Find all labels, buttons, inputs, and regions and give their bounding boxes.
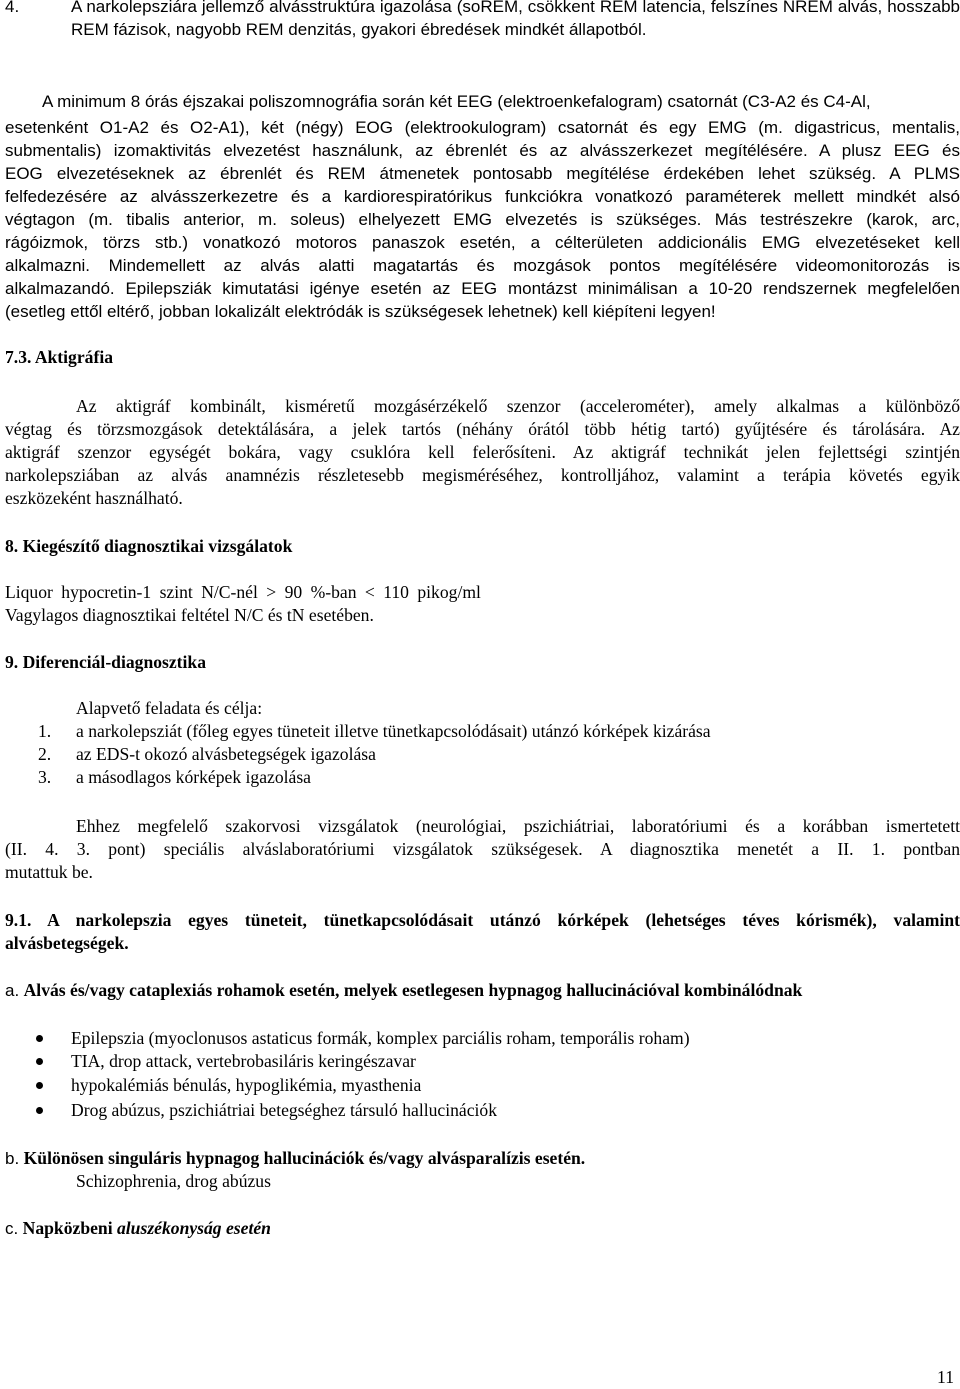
list-marker: 2.	[38, 744, 52, 764]
diff-paragraph-line: mutattuk be.	[5, 862, 93, 882]
hypocretin-line: Liquor hypocretin-1 szint N/C-nél > 90 %-ban < 110 pikog/ml	[5, 582, 481, 602]
section-heading-9-1-cont: alvásbetegségek.	[5, 933, 129, 953]
psg-line: alkalmazni. Mindemellett az alvás alatti magatartás és mozgások pontos megítélésére videomonitorozás is	[5, 256, 960, 275]
psg-line: rágóizmok, törzs stb.) vonatkozó motoros panaszok esetén, a célterületen addicionális EMG elvezetéseket kell	[5, 233, 960, 252]
subsection-a-title: Alvás és/vagy cataplexiás rohamok esetén, melyek esetlegesen hypnagog hallucinációval kombinálódnak	[23, 980, 803, 1000]
aktigrafia-line: narkolepsziában az alvás anamnézis részletesebb megisméréséhez, kontrolljához, valamint a terápia követés egyik	[5, 465, 960, 485]
list-item	[5, 766, 955, 789]
section-heading-9-1: 9.1. A narkolepszia egyes tüneteit, tünetkapcsolódásait utánzó kórképek (lehetséges téves kórismék), valamint	[5, 910, 960, 930]
bullet-icon	[36, 1058, 43, 1065]
list-item-4-number: 4.	[5, 0, 20, 16]
list-item	[5, 720, 955, 743]
diagnostic-condition-line: Vagylagos diagnosztikai feltétel N/C és tN esetében.	[5, 605, 374, 625]
aktigrafia-line: Az aktigráf kombinált, kisméretű mozgásérzékelő szenzor (accelerométer), amely alkalmas a különböző	[76, 396, 960, 416]
list-item-4	[5, 0, 960, 41]
aktigrafia-line: eszközeként használható.	[5, 488, 183, 508]
subsection-a	[5, 979, 802, 1003]
subsection-b	[5, 1147, 585, 1171]
section-heading-8: 8. Kiegészítő diagnosztikai vizsgálatok	[5, 536, 293, 556]
subsection-b-marker: b.	[5, 1149, 20, 1168]
psg-line: submentalis) izomaktivitás elvezetést használunk, az ébrenlét és az alvásszerkezet megítélésére. A plusz EEG és	[5, 141, 960, 160]
list-marker: 1.	[38, 721, 52, 741]
list-marker: 3.	[38, 767, 52, 787]
psg-line: alkalmazandó. Epilepsziák kimutatási igénye esetén az EEG montázst minimálisan a 10-20 rendszernek megfelelően	[5, 279, 960, 298]
bullet-icon	[36, 1107, 43, 1114]
bullet-item	[36, 1099, 936, 1122]
list-item-text: az EDS-t okozó alvásbetegségek igazolása	[76, 744, 376, 764]
bullet-item	[36, 1050, 936, 1073]
diff-intro: Alapvető feladata és célja:	[76, 698, 263, 718]
bullet-icon	[36, 1082, 43, 1089]
psg-line: EOG elvezetéseknek az ébrenlét és REM átmenetek pontosabb megítélése érdekében lehet szükség. A PLMS	[5, 164, 960, 183]
aktigrafia-line: aktigráf szenzor egységét bokára, vagy csuklóra kell felerősíteni. Az aktigráf technikát jelen fejlettségi szintjén	[5, 442, 960, 462]
subsection-b-title: Különösen singuláris hypnagog hallucinációk és/vagy alvásparalízis esetén.	[23, 1148, 586, 1168]
bullet-item	[36, 1074, 936, 1097]
subsection-b-text: Schizophrenia, drog abúzus	[76, 1171, 271, 1191]
diff-paragraph-line: Ehhez megfelelő szakorvosi vizsgálatok (neurológiai, pszichiátriai, laboratóriumi és a korábban ismertetett	[76, 816, 960, 836]
subsection-c-title-bold: Napközbeni	[22, 1218, 113, 1238]
diff-paragraph-line: (II. 4. 3. pont) speciális alváslaboratóriumi vizsgálatok szükségesek. A diagnosztika menetét a II. 1. pontban	[5, 839, 960, 859]
psg-line: esetenként O1-A2 és O2-A1), két (négy) EOG (elektrookulogram) csatornát és egy EMG (m. digastricus, mentalis,	[5, 118, 960, 137]
list-item-text: a másodlagos kórképek igazolása	[76, 767, 311, 787]
subsection-a-marker: a.	[5, 981, 20, 1000]
psg-line: (esetleg ettől eltérő, jobban lokalizált elektródák is szükségesek lehetnek) kell kiépíteni legyen!	[5, 302, 716, 321]
bullet-item	[36, 1027, 936, 1050]
list-item	[5, 743, 955, 766]
aktigrafia-line: végtag és törzsmozgások detektálására, a jelek tartós (néhány órától több hétig tartó) gyűjtésére és tárolására. Az	[5, 419, 960, 439]
bullet-text: TIA, drop attack, vertebrobasiláris keringészavar	[71, 1051, 416, 1071]
psg-line: végtagon (m. tibalis anterior, m. soleus) elhelyezett EMG elvezetés is szükséges. Más testrészekre (karok, arc,	[5, 210, 960, 229]
list-item-text: a narkolepsziát (főleg egyes tüneteit illetve tünetkapcsolódásait) utánzó kórképek kizárása	[76, 721, 711, 741]
page-number: 11	[937, 1367, 954, 1387]
bullet-text: Epilepszia (myoclonusos astaticus formák, komplex parciális roham, temporális roham)	[71, 1028, 690, 1048]
list-item-4-text: A narkolepsziára jellemző alvásstruktúra igazolása (soREM, csökkent REM latencia, felszínes NREM alvás, hosszabb REM fázisok, nagyobb REM denzitás, gyakori ébredések mindkét állapotból.	[71, 0, 960, 39]
subsection-c-title-italic: aluszékonyság esetén	[117, 1218, 271, 1238]
bullet-icon	[36, 1035, 43, 1042]
psg-line: felfedezésére az alvásszerkezetre és a kardiorespiratórikus funkciókra vonatkozó paraméterek mellett mindkét alsó	[5, 187, 960, 206]
section-heading-7-3: 7.3. Aktigráfia	[5, 347, 114, 367]
section-heading-9: 9. Diferenciál-diagnosztika	[5, 652, 207, 672]
bullet-text: Drog abúzus, pszichiátriai betegséghez társuló hallucinációk	[71, 1100, 498, 1120]
psg-line: A minimum 8 órás éjszakai poliszomnográfia során két EEG (elektroenkefalogram) csatornát (C3-A2 és C4-Al,	[42, 92, 871, 111]
bullet-text: hypokalémiás bénulás, hypoglikémia, myasthenia	[71, 1075, 422, 1095]
subsection-c	[5, 1217, 271, 1241]
subsection-c-marker: c.	[5, 1219, 19, 1238]
